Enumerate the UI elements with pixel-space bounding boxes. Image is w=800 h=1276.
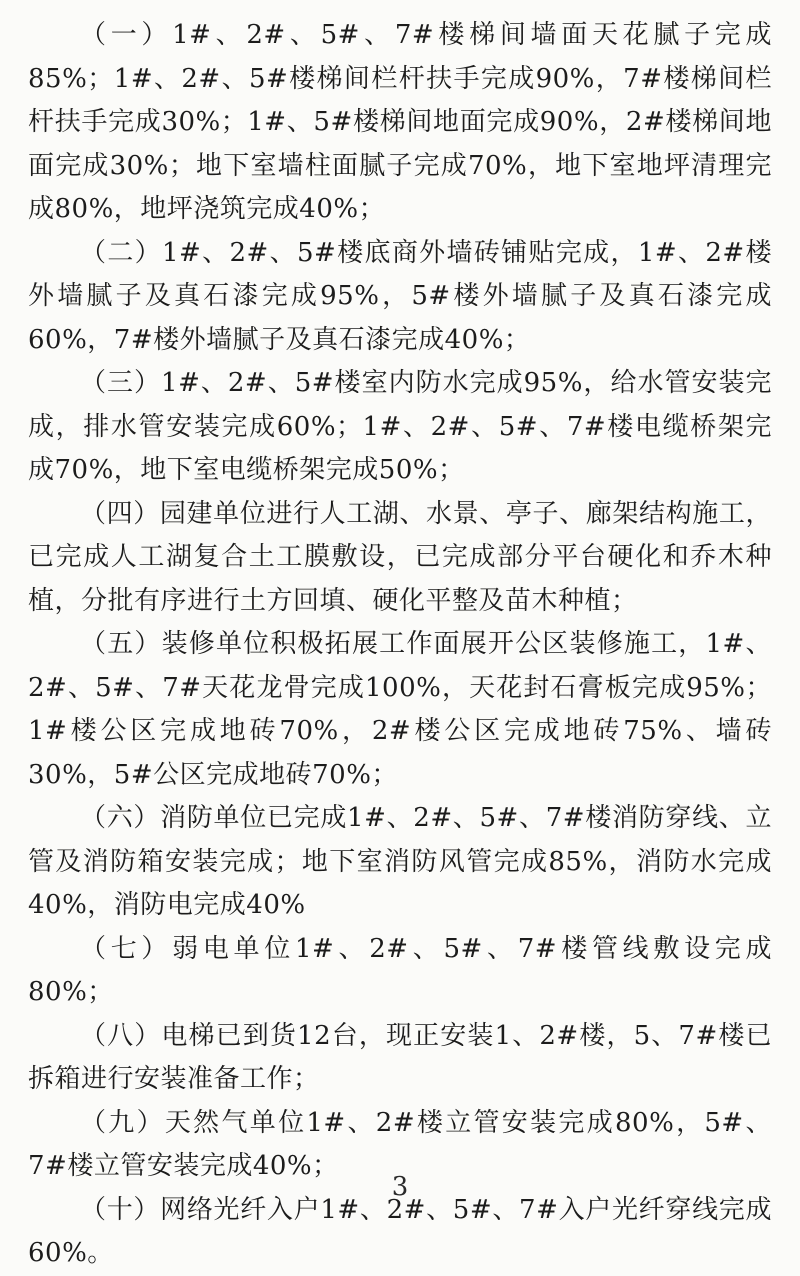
progress-item-10: （十）网络光纤入户1#、2#、5#、7#入户光纤穿线完成60%。 (28, 1194, 772, 1268)
page-number: 3 (391, 1172, 409, 1202)
progress-item-1: （一）1#、2#、5#、7#楼梯间墙面天花腻子完成85%；1#、2#、5#楼梯间栏杆扶手完成90%，7#楼梯间栏杆扶手完成30%；1#、5#楼梯间地面完成90%，2#楼梯间地面完成30%；地下室墙柱面腻子完成70%，地下室地坪清理完成80%，地坪浇筑完成40%； (28, 20, 772, 224)
progress-item-9: （九）天然气单位1#、2#楼立管安装完成80%，5#、7#楼立管安装完成40%； (28, 1107, 772, 1181)
progress-item-6: （六）消防单位已完成1#、2#、5#、7#楼消防穿线、立管及消防箱安装完成；地下室消防风管完成85%，消防水完成40%，消防电完成40% (28, 803, 772, 920)
progress-item-2: （二）1#、2#、5#楼底商外墙砖铺贴完成，1#、2#楼外墙腻子及真石漆完成95%，5#楼外墙腻子及真石漆完成60%，7#楼外墙腻子及真石漆完成40%； (28, 237, 772, 355)
progress-item-4: （四）园建单位进行人工湖、水景、亭子、廊架结构施工，已完成人工湖复合土工膜敷设，已完成部分平台硬化和乔木种植，分批有序进行土方回填、硬化平整及苗木种植； (28, 498, 772, 616)
progress-item-3: （三）1#、2#、5#楼室内防水完成95%，给水管安装完成，排水管安装完成60%；1#、2#、5#、7#楼电缆桥架完成70%，地下室电缆桥架完成50%； (28, 368, 772, 485)
progress-item-5: （五）装修单位积极拓展工作面展开公区装修施工，1#、2#、5#、7#天花龙骨完成100%，天花封石膏板完成95%；1#楼公区完成地砖70%，2#楼公区完成地砖75%、墙砖30%，5#公区完成地砖70%； (28, 629, 772, 790)
progress-item-7: （七）弱电单位1#、2#、5#、7#楼管线敷设完成80%； (28, 933, 772, 1007)
progress-item-8: （八）电梯已到货12台，现正安装1、2#楼，5、7#楼已拆箱进行安装准备工作； (28, 1020, 772, 1094)
